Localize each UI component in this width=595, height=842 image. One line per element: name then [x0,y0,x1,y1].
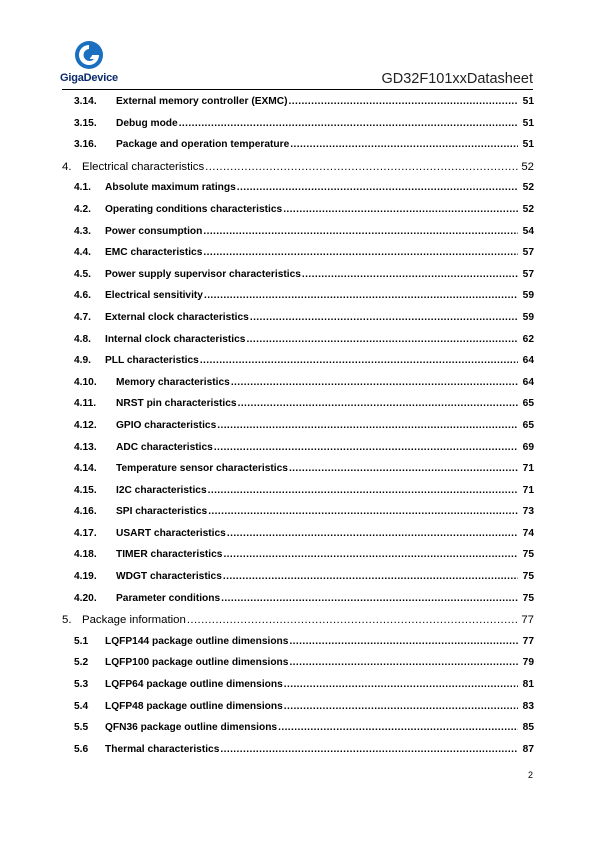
toc-entry-page: 62 [522,333,534,345]
toc-entry-title-text: WDGT characteristics [116,571,222,583]
toc-entry-title-text: GPIO characteristics [116,419,217,431]
toc-entry[interactable] [62,696,534,718]
toc-entry-number: 4.8. [74,333,91,345]
toc-leader-dots [284,679,518,690]
toc-entry-number: 4.20. [74,592,97,604]
toc-entry-page: 73 [522,506,534,518]
toc-entry-number: 5.4 [74,700,89,712]
toc-entry[interactable] [62,91,534,113]
toc-entry-title-text: LQFP64 package outline dimensions [105,679,283,691]
toc-entry-number: 3.14. [74,96,97,107]
toc-entry-title-text: Package and operation temperature [116,139,290,151]
toc-entry-title-text: Operating conditions characteristics [105,203,283,215]
toc-entry-title[interactable] [105,226,518,237]
toc-entry-number: 4.6. [74,290,91,302]
toc-entry-title-text: LQFP48 package outline dimensions [105,700,283,712]
toc-leader-dots [246,334,518,345]
toc-entry-title[interactable] [116,528,518,539]
toc-entry-title[interactable] [105,312,518,323]
toc-entry[interactable] [62,717,534,739]
toc-entry-title[interactable] [116,96,518,107]
toc-entry-title[interactable] [105,636,518,647]
toc-entry-number: 3.16. [74,139,97,151]
toc-entry-title[interactable] [116,442,518,453]
toc-leader-dots [200,355,518,366]
toc-entry-title-text: Parameter conditions [116,592,221,604]
toc-entry-title[interactable] [116,398,518,409]
toc-entry-number: 5.5 [74,722,89,734]
toc-entry-page: 57 [522,247,534,259]
toc-entry-number: 4.4. [74,247,91,259]
toc-entry-title-text: Power supply supervisor characteristics [105,268,301,280]
toc-entry-number: 4.11. [74,398,97,410]
toc-entry[interactable] [62,156,534,178]
toc-entry-title[interactable] [116,377,518,388]
toc-entry[interactable] [62,350,534,372]
toc-leader-dots [250,312,518,323]
gigadevice-logo-icon [74,40,104,70]
toc-entry-title[interactable] [105,269,518,280]
toc-leader-dots [283,204,518,215]
toc-entry-title[interactable] [105,679,518,690]
toc-leader-dots [208,485,518,496]
toc-entry-page: 87 [522,743,534,755]
toc-entry-title[interactable] [105,247,518,258]
toc-entry[interactable] [62,393,534,415]
toc-entry-title[interactable] [82,614,518,626]
toc-entry[interactable] [62,134,534,156]
toc-entry[interactable] [62,458,534,480]
toc-entry-title-text: USART characteristics [116,527,226,539]
toc-entry-title-text: Temperature sensor characteristics [116,463,288,475]
toc-entry-page: 77 [521,614,534,627]
toc-entry-page: 52 [522,182,534,194]
toc-entry-title-text: TIMER characteristics [116,549,223,561]
toc-entry-page: 75 [522,592,534,604]
toc-entry-number: 5.3 [74,679,89,691]
toc-entry-number: 4.17. [74,527,97,539]
toc-leader-dots [289,96,518,107]
toc-entry-title-text: Debug mode [116,117,178,129]
toc-entry-number: 4. [62,160,72,173]
toc-entry[interactable] [62,609,534,631]
toc-entry-title[interactable] [116,485,518,496]
toc-entry-page: 85 [522,722,534,734]
toc-entry-title-text: Electrical sensitivity [105,290,203,302]
toc-leader-dots [203,247,518,258]
toc-entry-title-text: LQFP144 package outline dimensions [105,635,289,647]
toc-entry-page: 64 [522,376,534,388]
toc-entry-number: 4.5. [74,268,91,280]
toc-leader-dots [290,139,518,150]
toc-entry[interactable] [62,177,534,199]
toc-entry-number: 4.16. [74,506,97,518]
toc-entry-page: 65 [522,398,534,410]
toc-entry-number: 4.12. [74,419,97,431]
gigadevice-logo [60,40,122,88]
toc-entry-title[interactable] [105,182,518,193]
toc-entry[interactable] [62,566,534,588]
toc-entry[interactable] [62,437,534,459]
toc-entry-number: 4.14. [74,463,97,475]
toc-leader-dots [227,528,518,539]
toc-leader-dots [179,118,518,129]
toc-entry[interactable] [62,372,534,394]
toc-entry-page: 57 [522,268,534,280]
toc-entry[interactable] [62,652,534,674]
toc-entry-title-text: Internal clock characteristics [105,333,246,345]
toc-entry-title[interactable] [105,204,518,215]
toc-entry-number: 4.7. [74,311,91,323]
toc-entry-title[interactable] [116,139,518,150]
toc-entry-number: 4.2. [74,203,91,215]
toc-entry[interactable] [62,264,534,286]
toc-entry-number: 4.15. [74,484,97,496]
toc-entry-title-text: Thermal characteristics [105,743,220,755]
toc-entry[interactable] [62,501,534,523]
toc-entry-page: 69 [522,441,534,453]
toc-entry[interactable] [62,480,534,502]
toc-entry-title[interactable] [116,118,518,129]
toc-entry-page: 77 [522,635,534,647]
toc-entry[interactable] [62,307,534,329]
toc-entry[interactable] [62,739,534,761]
toc-entry-title[interactable] [105,290,518,301]
toc-entry-title-text: Package information [82,614,186,627]
toc-leader-dots [289,463,518,474]
toc-leader-dots [223,549,518,560]
toc-leader-dots [220,744,518,755]
toc-entry-number: 4.13. [74,441,97,453]
toc-leader-dots [187,614,518,626]
toc-entry-page: 64 [522,355,534,367]
toc-entry-title[interactable] [105,722,518,733]
toc-entry-title[interactable] [116,506,518,517]
toc-entry-title-text: LQFP100 package outline dimensions [105,657,289,669]
toc-leader-dots [284,701,518,712]
toc-entry[interactable] [62,113,534,135]
toc-entry[interactable] [62,199,534,221]
toc-entry-title-text: SPI characteristics [116,506,208,518]
toc-entry-page: 81 [522,679,534,691]
toc-entry-title-text: Electrical characteristics [82,160,205,173]
toc-entry-page: 59 [522,290,534,302]
toc-entry-page: 83 [522,700,534,712]
toc-entry-number: 4.18. [74,549,97,561]
toc-entry[interactable] [62,631,534,653]
toc-entry-title[interactable] [105,744,518,755]
toc-leader-dots [217,420,518,431]
toc-entry-number: 4.10. [74,376,97,388]
toc-entry-page: 74 [522,527,534,539]
toc-entry[interactable] [62,523,534,545]
toc-entry-title[interactable] [116,463,518,474]
toc-entry-title[interactable] [105,334,518,345]
toc-entry[interactable] [62,221,534,243]
toc-entry-page: 59 [522,311,534,323]
toc-entry-title[interactable] [105,657,518,668]
toc-entry-title[interactable] [105,355,518,366]
toc-entry-title[interactable] [116,549,518,560]
toc-entry[interactable] [62,544,534,566]
toc-entry-title[interactable] [82,161,518,173]
toc-entry[interactable] [62,329,534,351]
toc-leader-dots [237,182,518,193]
toc-entry-title-text: EMC characteristics [105,247,203,259]
toc-entry-title-text: PLL characteristics [105,355,199,367]
toc-entry-number: 4.19. [74,571,97,583]
toc-entry-number: 4.9. [74,355,91,367]
toc-entry-page: 51 [522,117,534,129]
toc-leader-dots [208,506,518,517]
toc-entry[interactable] [62,242,534,264]
toc-entry-title[interactable] [116,593,518,604]
toc-leader-dots [302,269,518,280]
toc-entry-number: 5. [62,614,72,627]
toc-entry-page: 51 [522,96,534,107]
toc-entry-number: 5.6 [74,743,89,755]
toc-entry-title-text: Memory characteristics [116,376,230,388]
toc-entry-page: 71 [522,484,534,496]
document-title: GD32F101xxDatasheet [381,71,533,87]
toc-entry-number: 3.15. [74,117,97,129]
toc-entry-title[interactable] [105,701,518,712]
toc-leader-dots [214,442,518,453]
toc-entry-title-text: NRST pin characteristics [116,398,237,410]
toc-entry-title-text: Absolute maximum ratings [105,182,236,194]
toc-entry-number: 4.3. [74,225,91,237]
toc-leader-dots [289,636,518,647]
toc-entry[interactable] [62,588,534,610]
toc-entry-title[interactable] [116,571,518,582]
toc-entry-page: 75 [522,571,534,583]
toc-entry-page: 79 [522,657,534,669]
toc-leader-dots [204,290,518,301]
toc-leader-dots [231,377,518,388]
toc-entry-page: 51 [522,139,534,151]
toc-entry-title-text: Power consumption [105,225,203,237]
toc-leader-dots [205,161,518,173]
toc-entry-title-text: QFN36 package outline dimensions [105,722,278,734]
toc-entry-title-text: External clock characteristics [105,311,249,323]
toc-entry[interactable] [62,415,534,437]
toc-entry-number: 5.2 [74,657,89,669]
toc-entry-page: 71 [522,463,534,475]
toc-entry-title[interactable] [116,420,518,431]
toc-entry-number: 4.1. [74,182,91,194]
header-divider [62,89,533,90]
toc-entry-title-text: ADC characteristics [116,441,213,453]
toc-entry-page: 65 [522,419,534,431]
toc-leader-dots [238,398,518,409]
toc-entry-title-text: I2C characteristics [116,484,207,496]
toc-entry-page: 54 [522,225,534,237]
toc-leader-dots [289,657,518,668]
logo-wordmark: GigaDevice [60,72,118,84]
toc-entry[interactable] [62,285,534,307]
toc-entry-page: 52 [521,160,534,173]
toc-leader-dots [223,571,518,582]
toc-entry-number: 5.1 [74,635,89,647]
toc-entry-page: 52 [522,203,534,215]
toc-entry-title-text: External memory controller (EXMC) [116,96,288,107]
toc-leader-dots [278,722,518,733]
toc-leader-dots [203,226,518,237]
page-number: 2 [527,770,533,780]
toc-entry-page: 75 [522,549,534,561]
toc-entry[interactable] [62,674,534,696]
toc-leader-dots [221,593,518,604]
table-of-contents [62,91,534,760]
